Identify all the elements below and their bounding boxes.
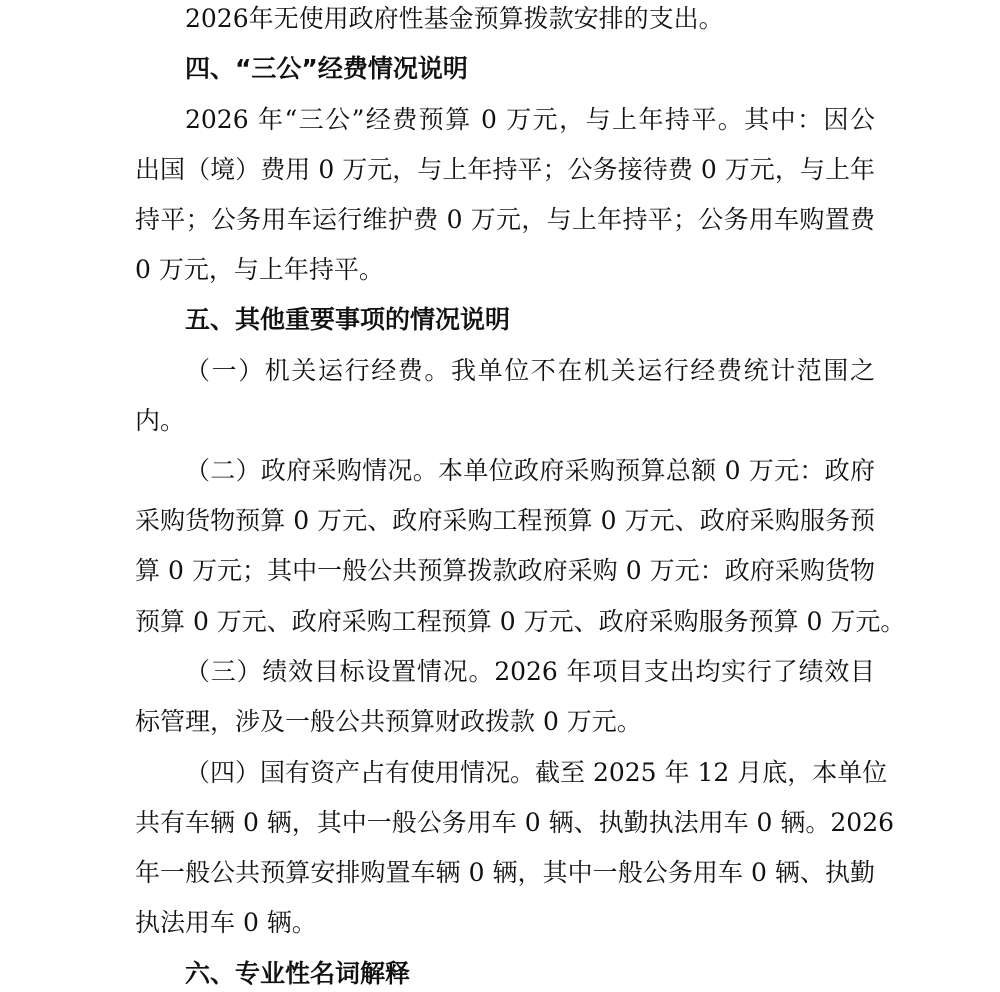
paragraph-line: 标管理，涉及一般公共预算财政拨款 0 万元。 xyxy=(135,707,642,736)
section-heading-six: 六、专业性名词解释 xyxy=(185,959,411,988)
paragraph-line: 持平；公务用车运行维护费 0 万元，与上年持平；公务用车购置费 xyxy=(135,205,875,234)
paragraph-line: （三）绩效目标设置情况。2026 年项目支出均实行了绩效目 xyxy=(185,657,875,686)
paragraph-line: 执法用车 0 辆。 xyxy=(135,908,317,937)
paragraph-line: 共有车辆 0 辆，其中一般公务用车 0 辆、执勤执法用车 0 辆。2026 xyxy=(135,808,895,837)
paragraph-line: 算 0 万元；其中一般公共预算拨款政府采购 0 万元：政府采购货物 xyxy=(135,556,875,585)
paragraph-line: 采购货物预算 0 万元、政府采购工程预算 0 万元、政府采购服务预 xyxy=(135,506,875,535)
paragraph-line: 2026年无使用政府性基金预算拨款安排的支出。 xyxy=(185,4,724,33)
paragraph-line: 预算 0 万元、政府采购工程预算 0 万元、政府采购服务预算 0 万元。 xyxy=(135,607,906,636)
paragraph-line: 年一般公共预算安排购置车辆 0 辆，其中一般公务用车 0 辆、执勤 xyxy=(135,858,875,887)
section-heading-five: 五、其他重要事项的情况说明 xyxy=(185,305,511,334)
paragraph-line: （一）机关运行经费。我单位不在机关运行经费统计范围之 xyxy=(185,356,875,385)
paragraph-line: （二）政府采购情况。本单位政府采购预算总额 0 万元：政府 xyxy=(185,456,875,485)
section-heading-four: 四、“三公”经费情况说明 xyxy=(185,54,468,83)
paragraph-line: （四）国有资产占有使用情况。截至 2025 年 12 月底，本单位 xyxy=(185,758,888,787)
paragraph-line: 0 万元，与上年持平。 xyxy=(135,255,384,284)
paragraph-line: 内。 xyxy=(135,406,186,435)
paragraph-line: 出国（境）费用 0 万元，与上年持平；公务接待费 0 万元，与上年 xyxy=(135,155,875,184)
paragraph-line: 2026 年“三公”经费预算 0 万元，与上年持平。其中：因公 xyxy=(185,105,875,134)
